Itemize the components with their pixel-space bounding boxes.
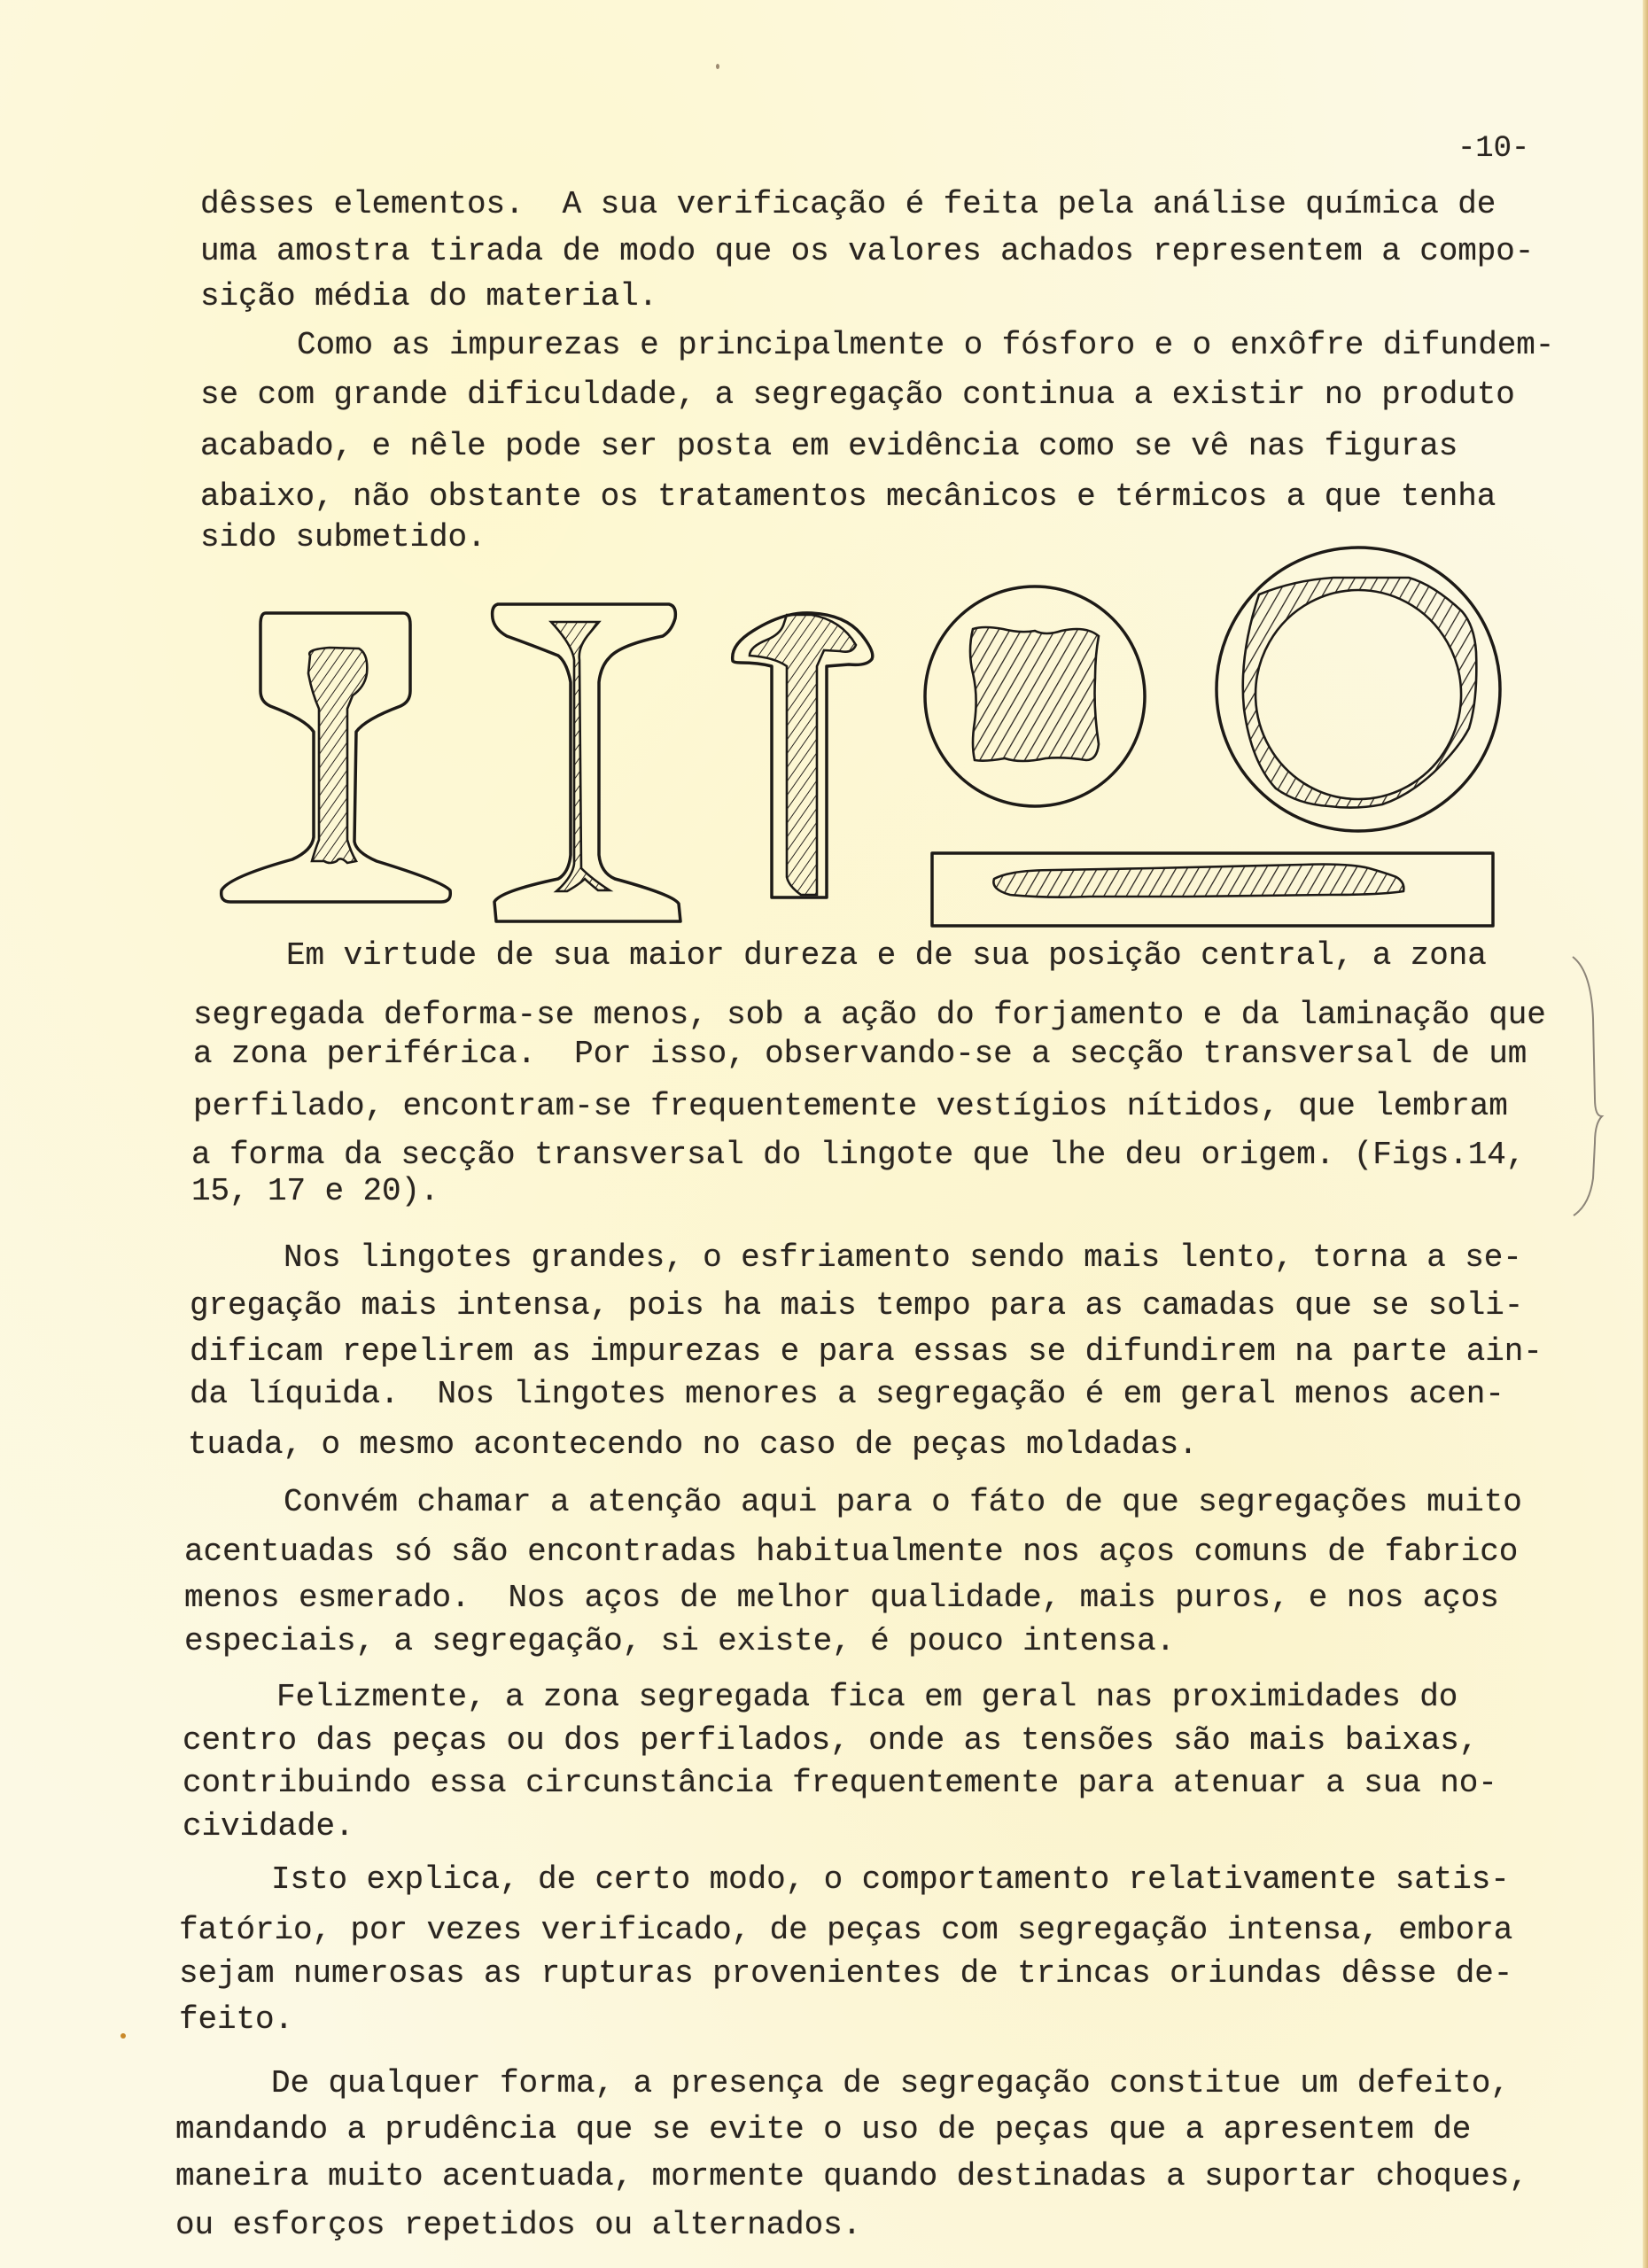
text-line: tuada, o mesmo acontecendo no caso de peças moldadas. — [188, 1426, 1198, 1463]
text-line: sejam numerosas as rupturas provenientes de trincas oriundas dêsse de- — [179, 1955, 1513, 1992]
text-line: ou esforços repetidos ou alternados. — [175, 2207, 862, 2243]
tube-cross-section-icon — [1217, 548, 1500, 831]
text-line: feito. — [179, 2001, 294, 2038]
text-line: acabado, e nêle pode ser posta em evidência como se vê nas figuras — [200, 428, 1458, 464]
t-bar-cross-section-icon — [733, 613, 873, 897]
text-line: maneira muito acentuada, mormente quando destinadas a suportar choques, — [175, 2158, 1528, 2194]
text-line: Convém chamar a atenção aqui para o fáto de que segregações muito — [284, 1484, 1522, 1520]
text-line: 15, 17 e 20). — [191, 1173, 439, 1209]
text-line: contribuindo essa circunstância frequentemente para atenuar a sua no- — [183, 1765, 1497, 1801]
page-number: -10- — [1458, 132, 1530, 166]
rail-cross-section-icon — [222, 613, 451, 902]
text-line: perfilado, encontram-se frequentemente vestígios nítidos, que lembram — [193, 1088, 1508, 1124]
text-line: gregação mais intensa, pois ha mais tempo para as camadas que se soli- — [190, 1287, 1524, 1324]
text-line: especiais, a segregação, si existe, é pouco intensa. — [184, 1623, 1176, 1659]
text-line: Em virtude de sua maior dureza e de sua posição central, a zona — [286, 937, 1487, 974]
pencil-bracket-mark — [1573, 957, 1602, 1216]
text-line: Nos lingotes grandes, o esfriamento sendo mais lento, torna a se- — [284, 1239, 1522, 1276]
text-line: a zona periférica. Por isso, observando-se a secção transversal de um — [193, 1036, 1528, 1072]
text-line: da líquida. Nos lingotes menores a segregação é em geral menos acen- — [190, 1376, 1504, 1412]
flat-bar-cross-section-icon — [932, 853, 1493, 926]
text-line: fatório, por vezes verificado, de peças com segregação intensa, embora — [179, 1912, 1513, 1948]
text-line: cividade. — [183, 1808, 354, 1845]
text-line: menos esmerado. Nos aços de melhor qualidade, mais puros, e nos aços — [184, 1580, 1499, 1616]
text-line: segregada deforma-se menos, sob a ação do forjamento e da laminação que — [193, 997, 1546, 1033]
text-line: dêsses elementos. A sua verificação é feita pela análise química de — [200, 186, 1496, 222]
text-line: abaixo, não obstante os tratamentos mecânicos e térmicos a que tenha — [200, 478, 1496, 515]
text-line: acentuadas só são encontradas habitualmente nos aços comuns de fabrico — [184, 1534, 1519, 1570]
i-beam-cross-section-icon — [493, 604, 680, 921]
text-line: sição média do material. — [200, 278, 658, 315]
text-line: sido submetido. — [200, 519, 486, 555]
text-line: se com grande dificuldade, a segregação continua a existir no produto — [200, 377, 1515, 413]
text-line: Felizmente, a zona segregada fica em geral nas proximidades do — [276, 1679, 1458, 1715]
text-line: centro das peças ou dos perfilados, onde as tensões são mais baixas, — [183, 1722, 1479, 1759]
text-line: a forma da secção transversal do lingote que lhe deu origem. (Figs.14, — [191, 1137, 1526, 1173]
text-line: uma amostra tirada de modo que os valores achados representem a compo- — [200, 233, 1535, 269]
text-line: dificam repelirem as impurezas e para essas se difundirem na parte ain- — [190, 1333, 1543, 1370]
round-bar-cross-section-icon — [925, 586, 1145, 806]
text-line: Como as impurezas e principalmente o fósforo e o enxôfre difundem- — [297, 327, 1555, 363]
text-line: mandando a prudência que se evite o uso de peças que a apresentem de — [175, 2111, 1472, 2148]
text-line: Isto explica, de certo modo, o comportamento relativamente satis- — [271, 1861, 1510, 1898]
text-line: De qualquer forma, a presença de segregação constitue um defeito, — [271, 2065, 1510, 2101]
